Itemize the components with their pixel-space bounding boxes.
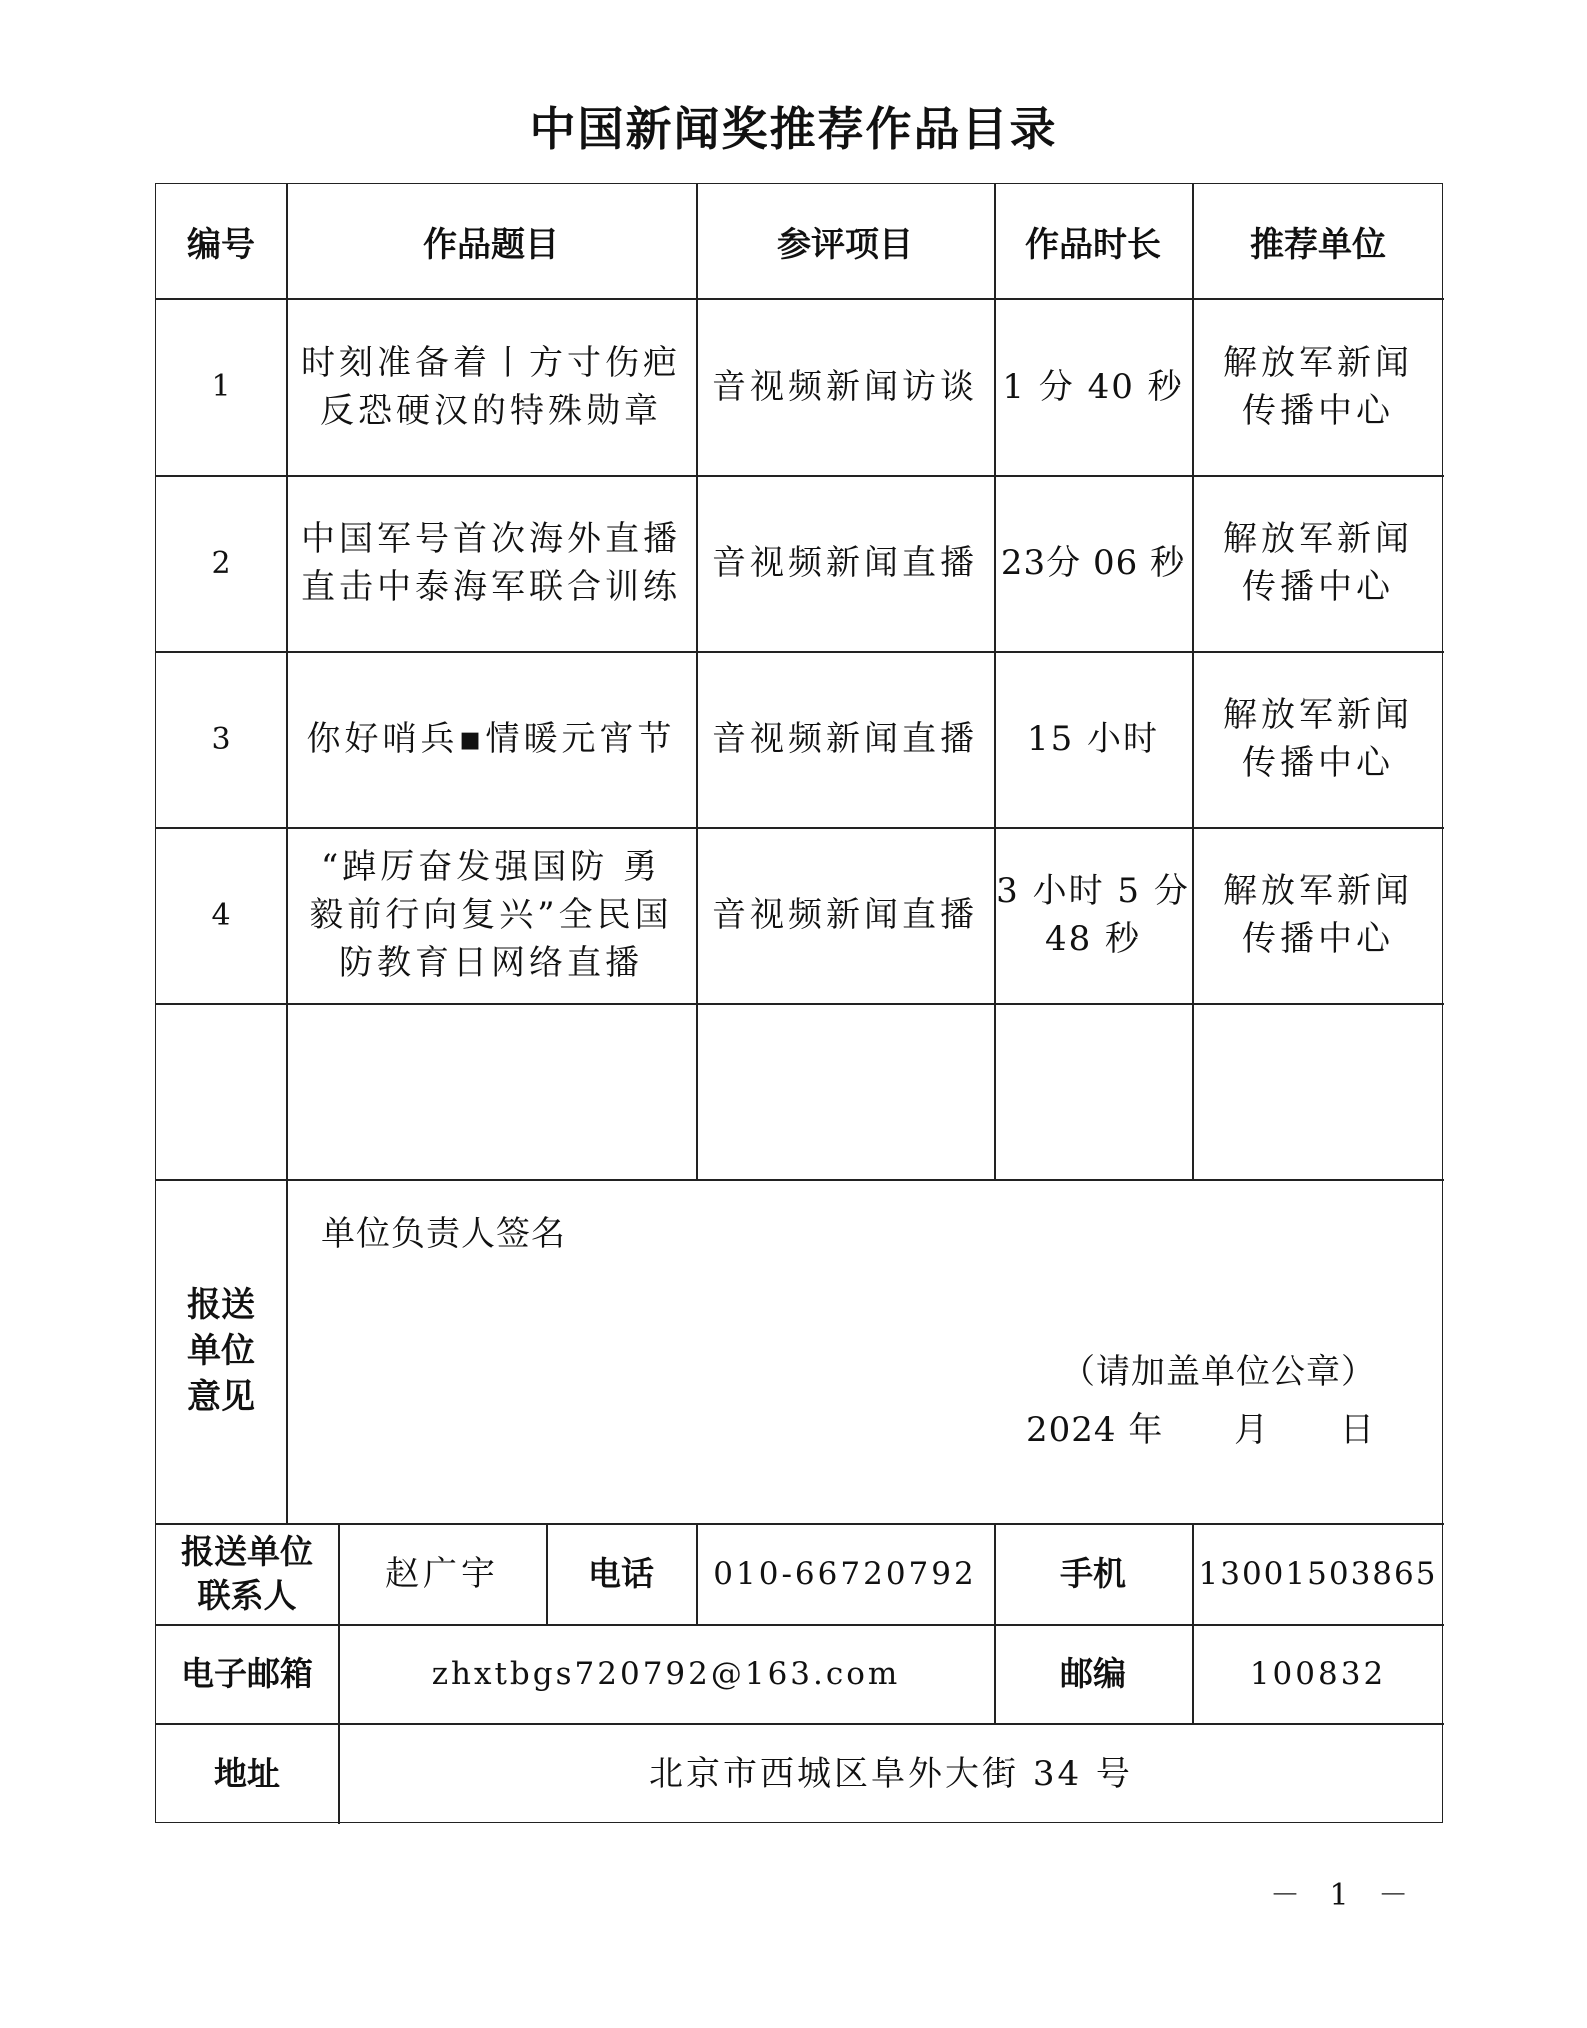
- row-3-work-title: [286, 651, 696, 827]
- header-number: 编号: [187, 224, 255, 265]
- row-3-recommender: [1192, 651, 1444, 827]
- row-2-work-title-text: 中国军号首次海外直播 直击中泰海军联合训练: [301, 519, 681, 607]
- row-2-number: 2: [211, 545, 231, 581]
- row-1-work-title: [286, 298, 696, 475]
- email-label: 电子邮箱: [181, 1653, 313, 1693]
- address-label: 地址: [214, 1753, 280, 1793]
- postcode-value: 100832: [1249, 1655, 1387, 1692]
- recommendation-table: [155, 183, 1443, 1823]
- contact-name: 赵广宇: [385, 1553, 499, 1594]
- header-duration: 作品时长: [1025, 224, 1161, 265]
- row-4-recommender: [1192, 827, 1444, 1003]
- row-3-work-title-text: 你好哨兵▪情暖元宵节: [306, 719, 676, 759]
- opinion-label: 报送 单位 意见: [187, 1285, 255, 1417]
- row-4-recommender-text: 解放军新闻 传播中心: [1223, 871, 1413, 959]
- postcode-label: 邮编: [1060, 1653, 1126, 1693]
- row-2-work-title: [286, 475, 696, 651]
- page-number: － 1 －: [1270, 1878, 1419, 1913]
- row-4-duration-text: 3 小时 5 分 48 秒: [996, 871, 1190, 959]
- row-5-recommender: [1192, 1003, 1444, 1179]
- row-4-number: 4: [211, 897, 231, 933]
- row-5-number: [156, 1003, 286, 1179]
- row-divider: [156, 1179, 1444, 1181]
- email-value: zhxtbgs720792@163.com: [431, 1655, 901, 1692]
- contact-label-cell: [156, 1523, 338, 1624]
- address-value: 北京市西城区阜外大街 34 号: [649, 1753, 1133, 1794]
- seal-note: （请加盖单位公章）: [1061, 1352, 1376, 1392]
- opinion-label-cell: [156, 1179, 286, 1523]
- row-1-duration: 1 分 40 秒: [1002, 366, 1184, 407]
- mobile-value: 13001503865: [1198, 1555, 1438, 1592]
- row-5-work-title: [286, 1003, 696, 1179]
- row-5-duration: [994, 1003, 1192, 1179]
- row-1-number: 1: [211, 369, 231, 404]
- row-5-category: [696, 1003, 994, 1179]
- row-1-work-title-text: 时刻准备着丨方寸伤疤 反恐硬汉的特殊勋章: [301, 342, 681, 431]
- header-recommender: 推荐单位: [1250, 224, 1386, 265]
- row-4-category: 音视频新闻直播: [712, 895, 978, 935]
- row-4-work-title: [286, 827, 696, 1003]
- row-2-recommender-text: 解放军新闻 传播中心: [1223, 519, 1413, 607]
- contact-label: 报送单位 联系人: [181, 1531, 313, 1615]
- mobile-label: 手机: [1060, 1553, 1126, 1593]
- phone-label: 电话: [588, 1553, 654, 1593]
- row-1-recommender-text: 解放军新闻 传播中心: [1223, 342, 1413, 431]
- row-4-duration: [994, 827, 1192, 1003]
- row-2-recommender: [1192, 475, 1444, 651]
- signature-label: 单位负责人签名: [321, 1214, 566, 1254]
- header-category: 参评项目: [777, 224, 913, 265]
- date-line: 2024 年 月 日: [1026, 1410, 1376, 1450]
- page-title: 中国新闻奖推荐作品目录: [529, 102, 1058, 156]
- row-3-number: 3: [211, 721, 231, 757]
- row-2-category: 音视频新闻直播: [712, 543, 978, 583]
- row-3-recommender-text: 解放军新闻 传播中心: [1223, 695, 1413, 783]
- row-4-work-title-text: “踔厉奋发强国防 勇 毅前行向复兴”全民国 防教育日网络直播: [309, 847, 673, 983]
- row-2-duration: 23分 06 秒: [1000, 543, 1186, 583]
- row-3-category: 音视频新闻直播: [712, 719, 978, 759]
- row-3-duration: 15 小时: [1026, 719, 1160, 759]
- phone-value: 010-66720792: [713, 1555, 977, 1592]
- header-work-title: 作品题目: [423, 224, 559, 265]
- row-1-recommender: [1192, 298, 1444, 475]
- row-1-category: 音视频新闻访谈: [712, 366, 978, 407]
